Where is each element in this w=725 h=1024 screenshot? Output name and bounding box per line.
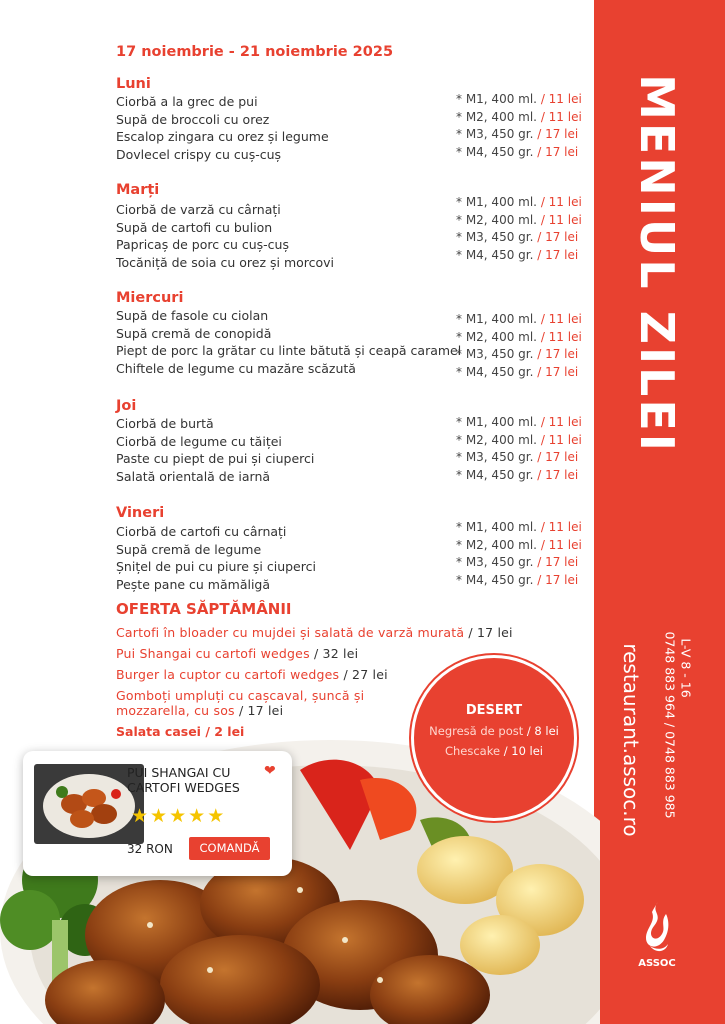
dish-item: Dovlecel crispy cu cuș-cuș [116, 146, 282, 162]
price-item: * M2, 400 ml. / 11 lei [456, 432, 582, 447]
dish-item: Șnițel de pui cu piure și ciuperci [116, 559, 316, 574]
day-section-joi [116, 398, 586, 484]
day-name: Vineri [116, 505, 165, 521]
rating-stars [131, 805, 226, 827]
dish-item: Ciorbă de legume cu tăiței [116, 433, 282, 449]
day-section-marti [116, 182, 586, 270]
day-name: Joi [116, 398, 137, 414]
day-section-luni [116, 76, 586, 162]
price-item: * M1, 400 ml. / 11 lei [456, 520, 582, 534]
dish-item: Pește pane cu mămăligă [116, 576, 271, 592]
dish-item: Supă cremă de legume [116, 541, 262, 557]
desert-title: DESERT [465, 703, 523, 718]
price-item: * M3, 450 gr. / 17 lei [456, 555, 579, 569]
logo-text: ASSOC [638, 958, 676, 969]
price-item: * M1, 400 ml. / 11 lei [456, 195, 582, 209]
day-name: Luni [116, 76, 151, 92]
price-item: * M4, 450 gr. / 17 lei [456, 364, 579, 379]
star-icon: ★ [207, 805, 227, 827]
price-item: * M4, 450 gr. / 17 lei [456, 467, 579, 482]
day-name: Marți [116, 182, 160, 198]
dish-item: Supă de fasole cu ciolan [116, 308, 269, 323]
star-icon: ★ [169, 805, 189, 827]
desert-item: Negresă de post / 8 lei [429, 724, 559, 738]
day-name: Miercuri [116, 290, 184, 306]
day-section-vineri [116, 505, 586, 592]
dish-item: Supă de broccoli cu orez [116, 111, 270, 127]
price-item: * M4, 450 gr. / 17 lei [456, 144, 579, 159]
price-item: * M3, 450 gr. / 17 lei [456, 347, 579, 361]
offer-item: Gomboți umpluți cu cașcaval, șuncă și mozzarella, cu sos / 17 lei [116, 688, 365, 718]
price-item: * M3, 450 gr. / 17 lei [456, 230, 579, 244]
star-icon: ★ [150, 805, 170, 827]
order-button[interactable]: COMANDĂ [189, 837, 270, 860]
dish-item: Supă cremă de conopidă [116, 325, 272, 341]
flame-logo-icon [642, 900, 672, 956]
star-icon: ★ [131, 805, 151, 827]
price-item: * M1, 400 ml. / 11 lei [456, 92, 582, 106]
price-item: * M2, 400 ml. / 11 lei [456, 109, 582, 124]
heart-icon[interactable]: ❤ [264, 763, 276, 779]
offer-item: Pui Shangai cu cartofi wedges / 32 lei [116, 646, 359, 661]
dish-item: Ciorbă de varză cu cârnați [116, 202, 281, 217]
dish-item: Ciorbă de burtă [116, 416, 214, 431]
dish-item: Piept de porc la grătar cu linte bătută și ceapă caramel [116, 343, 462, 358]
product-price: 32 RON [127, 842, 173, 856]
offer-item: Burger la cuptor cu cartofi wedges / 27 lei [116, 667, 388, 682]
dish-item: Tocăniță de soia cu orez și morcovi [116, 254, 335, 270]
menu-title: MENIUL ZILEI [630, 74, 684, 454]
price-item: * M4, 450 gr. / 17 lei [456, 247, 579, 262]
desert-item: Chescake / 10 lei [444, 744, 544, 758]
weekly-offer-title: OFERTA SĂPTĂMÂNII [116, 600, 292, 618]
price-item: * M4, 450 gr. / 17 lei [456, 572, 579, 587]
price-item: * M1, 400 ml. / 11 lei [456, 312, 582, 326]
dish-item: Ciorbă a la grec de pui [116, 94, 258, 109]
desert-badge [411, 655, 577, 821]
price-item: * M2, 400 ml. / 11 lei [456, 212, 582, 227]
price-item: * M3, 450 gr. / 17 lei [456, 450, 579, 464]
dish-item: Papricaș de porc cu cuș-cuș [116, 237, 289, 252]
website-url[interactable]: restaurant.assoc.ro [619, 643, 643, 837]
opening-hours: L-V 8 - 16 [678, 638, 694, 698]
product-card[interactable] [23, 751, 292, 876]
house-salad: Salata casei / 2 lei [116, 724, 245, 739]
dish-item: Paste cu piept de pui și ciuperci [116, 451, 315, 466]
star-icon: ★ [188, 805, 208, 827]
dish-item: Ciorbă de cartofi cu cârnați [116, 524, 287, 539]
date-range: 17 noiembrie - 21 noiembrie 2025 [116, 44, 394, 60]
offer-item: Cartofi în bloader cu mujdei și salată de varză murată / 17 lei [116, 625, 513, 640]
dish-item: Supă de cartofi cu bulion [116, 219, 273, 235]
dish-item: Salată orientală de iarnă [116, 468, 271, 484]
dish-item: Chiftele de legume cu mazăre scăzută [116, 360, 356, 376]
assoc-logo [630, 900, 684, 969]
day-section-miercuri [116, 290, 586, 379]
phone-numbers[interactable]: 0748 883 964 / 0748 883 985 [662, 631, 678, 819]
product-title: PUI SHANGAI CU CARTOFI WEDGES [127, 765, 240, 795]
dish-item: Escalop zingara cu orez și legume [116, 129, 329, 144]
price-item: * M1, 400 ml. / 11 lei [456, 415, 582, 429]
price-item: * M2, 400 ml. / 11 lei [456, 329, 582, 344]
price-item: * M2, 400 ml. / 11 lei [456, 537, 582, 552]
price-item: * M3, 450 gr. / 17 lei [456, 127, 579, 141]
